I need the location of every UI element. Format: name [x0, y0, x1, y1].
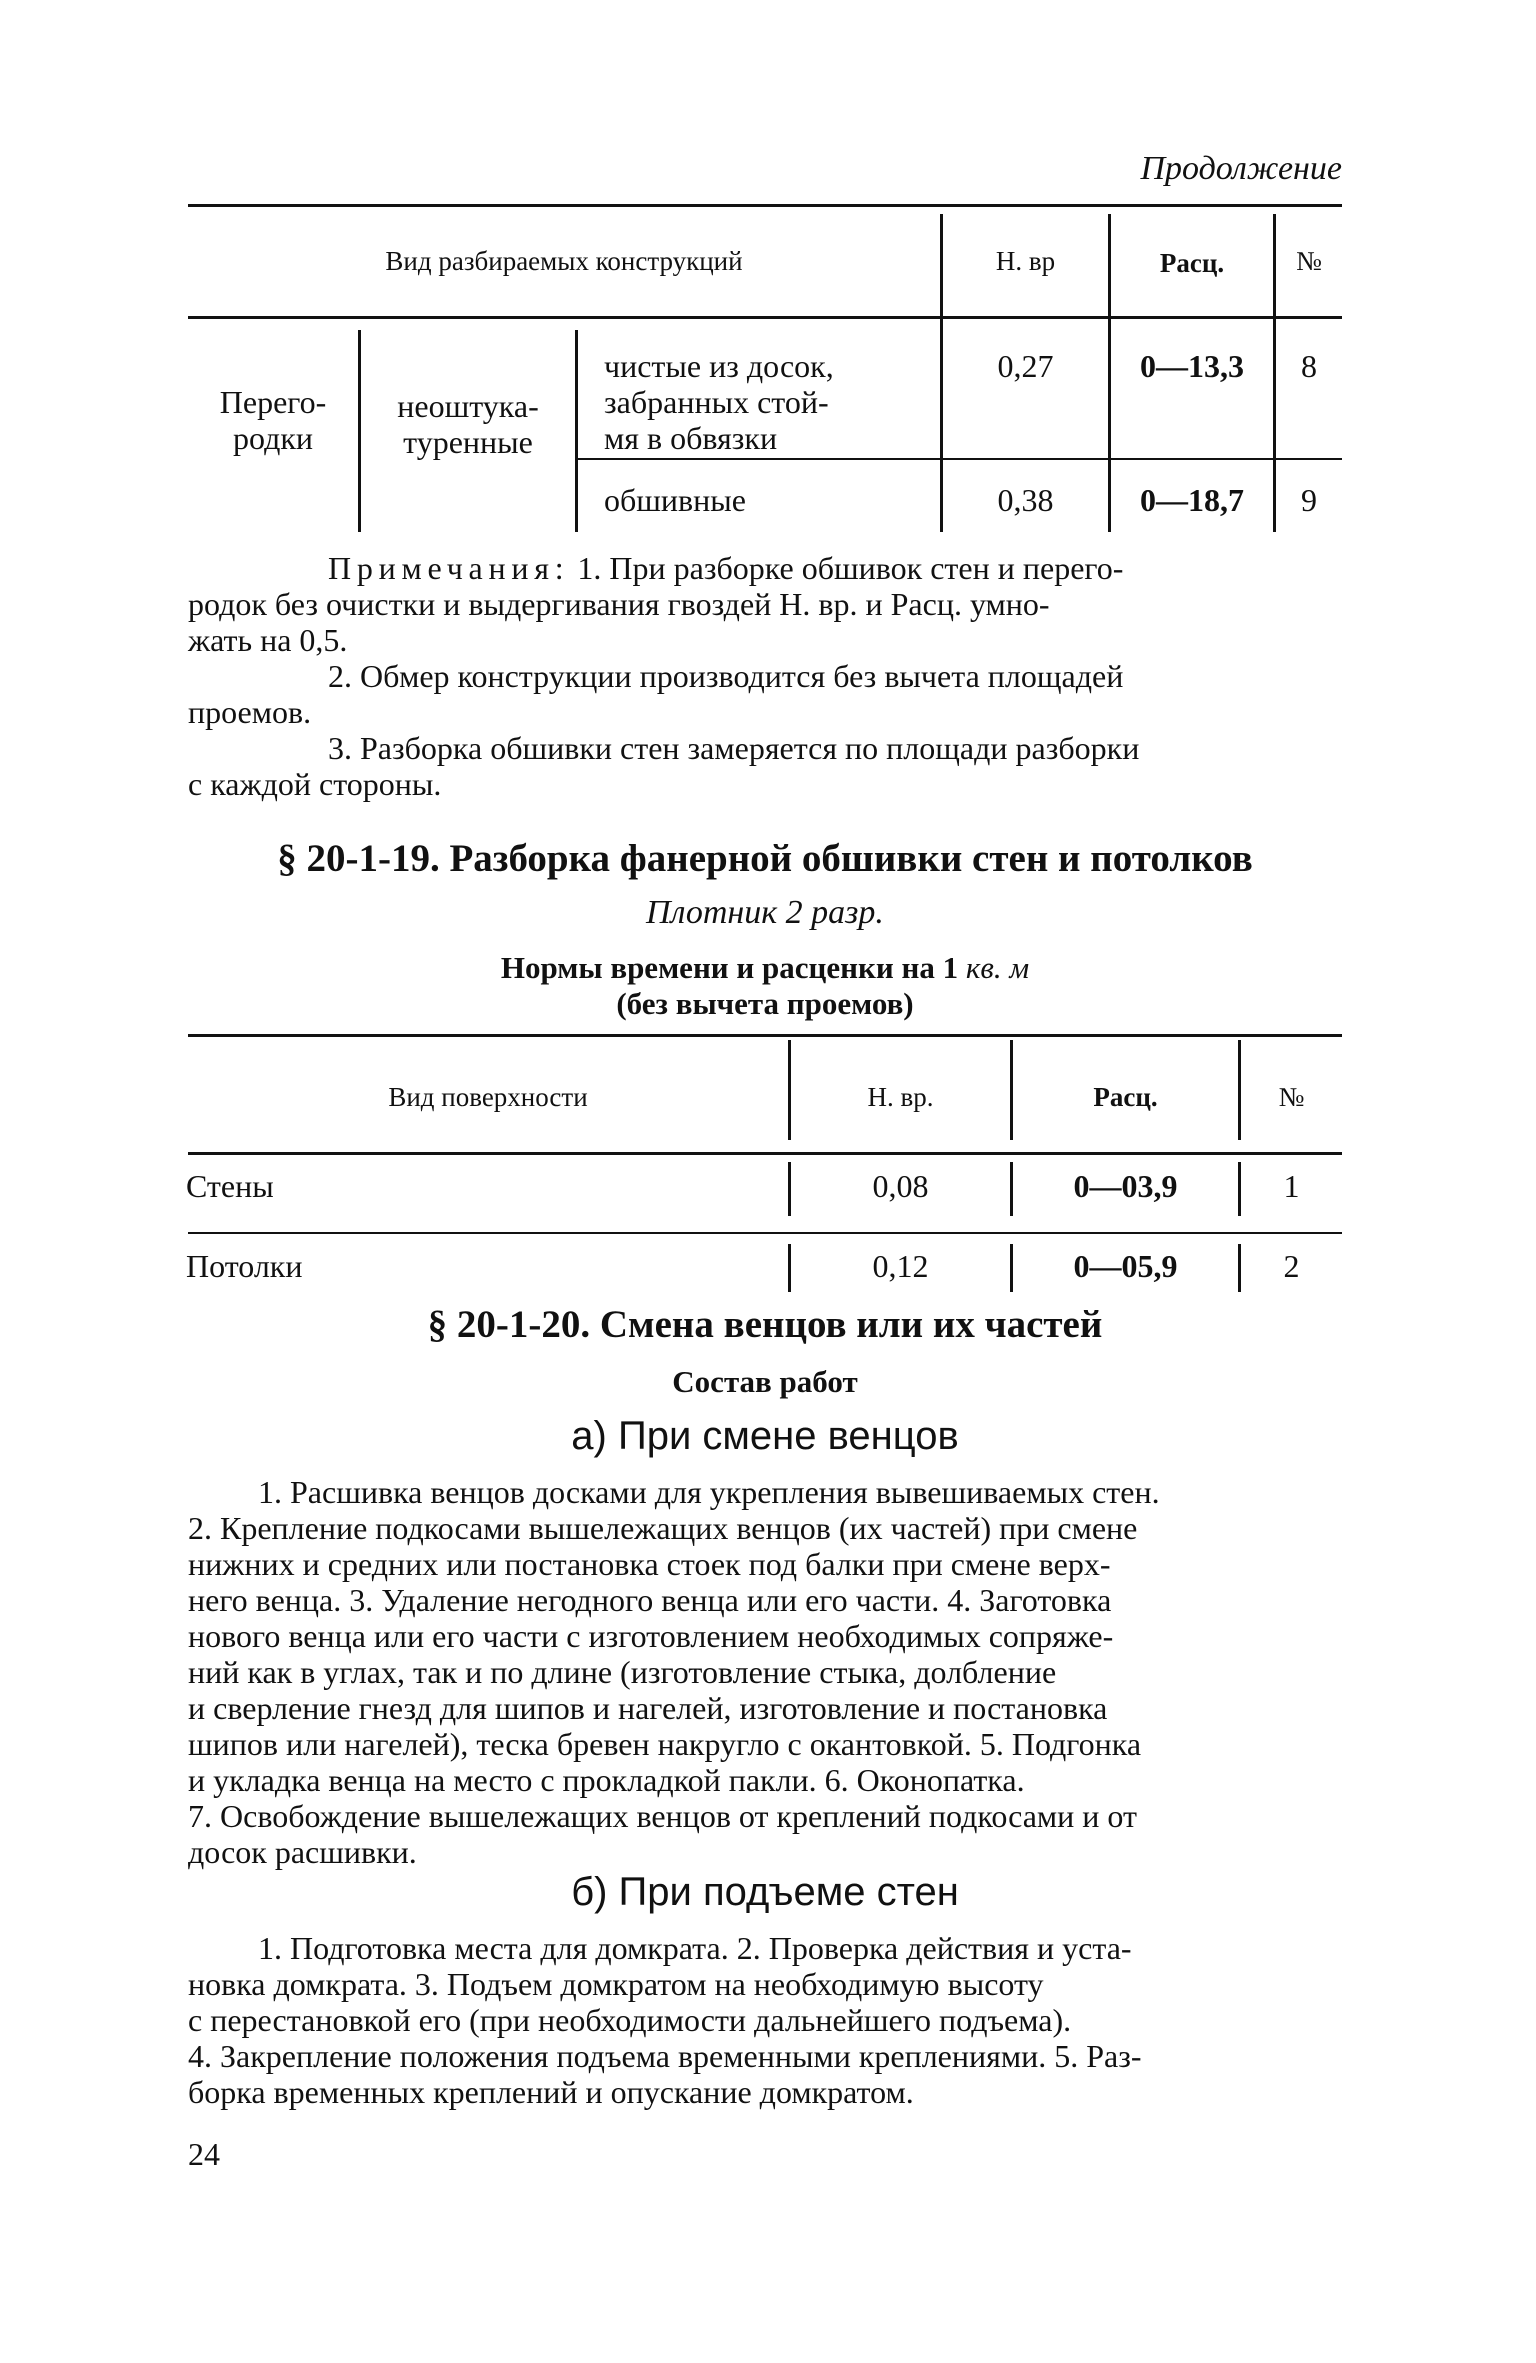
- row2-time-norm: 0,38: [997, 482, 1054, 518]
- note-2: 2. Обмер конструкции производится без вычета площадей: [328, 658, 1124, 694]
- subheading-a: а) При смене венцов: [571, 1414, 959, 1458]
- ceilings-number: 2: [1283, 1248, 1300, 1284]
- subgroup-unplastered: неоштука- туренные: [397, 388, 539, 460]
- row2-number: 9: [1301, 482, 1317, 518]
- notes: [188, 550, 1342, 802]
- table-row: Стены: [186, 1168, 274, 1204]
- table-row: обшивные: [604, 482, 746, 518]
- th-time-norm: Н. вр: [995, 246, 1056, 276]
- th-rate: Расц.: [1159, 248, 1225, 278]
- worker-grade: Плотник 2 разр.: [646, 894, 884, 931]
- ceilings-time-norm: 0,12: [872, 1248, 929, 1284]
- norms-heading: Нормы времени и расценки на 1 кв. м (без вычета проемов): [500, 950, 1030, 1021]
- note-1-line: жать на 0,5.: [188, 622, 348, 658]
- row1-time-norm: 0,27: [997, 348, 1054, 384]
- group-partitions: Перего- родки: [219, 384, 327, 456]
- walls-number: 1: [1283, 1168, 1300, 1204]
- section-20-title: § 20-1-20. Смена венцов или их частей: [427, 1303, 1103, 1346]
- notes-label: Примечания:: [328, 550, 570, 586]
- paragraph-b: 1. Подготовка места для домкрата. 2. Проверка действия и уста- новка домкрата. 3. Подъем домкратом на необходимую высоту с перестановкой его (при необходимости дальнейшего подъема). 4. Закрепление положения подъема временными креплениями. 5. Раз- борка временных креплений и опускание домкратом.: [188, 1930, 1142, 2110]
- note-1-line: родок без очистки и выдергивания гвоздей Н. вр. и Расц. умно-: [188, 586, 1050, 622]
- note-1: 1. При разборке обшивок стен и перего-: [577, 550, 1124, 586]
- walls-rate: 0—03,9: [1073, 1168, 1178, 1204]
- paragraph-a: 1. Расшивка венцов досками для укрепления вывешиваемых стен. 2. Крепление подкосами вышележащих венцов (их частей) при смене нижних и средних или постановка стоек под балки при смене верх- него венца. 3. Удаление негодного венца или его части. 4. Заготовка нового венца или его части с изготовлением необходимых сопряже- ний как в углах, так и по длине (изготовление стыка, долбление и сверление гнезд для шипов и нагелей, изготовление и постановка шипов или нагелей), теска бревен накругло с окантовкой. 5. Подгонка и укладка венца на место с прокладкой пакли. 6. Оконопатка. 7. Освобождение вышележащих венцов от креплений подкосами и от досок расшивки.: [188, 1474, 1160, 1870]
- subheading-b: б) При подъеме стен: [571, 1870, 959, 1914]
- composition-heading: Состав работ: [672, 1364, 858, 1399]
- page-number: 24: [188, 2136, 220, 2172]
- note-3-line: с каждой стороны.: [188, 766, 442, 802]
- walls-time-norm: 0,08: [872, 1168, 929, 1204]
- note-2-line: проемов.: [188, 694, 312, 730]
- ceilings-rate: 0—05,9: [1073, 1248, 1178, 1284]
- row1-number: 8: [1301, 348, 1317, 384]
- row1-rate: 0—13,3: [1140, 348, 1244, 384]
- table-row: чистые из досок, забранных стой- мя в обвязки: [604, 348, 834, 456]
- continuation-label: Продолжение: [1140, 150, 1342, 187]
- row2-rate: 0—18,7: [1140, 482, 1244, 518]
- th-number: №: [1296, 246, 1322, 276]
- th-number-2: №: [1278, 1082, 1305, 1112]
- table-row: Потолки: [186, 1248, 303, 1284]
- th-time-norm-2: Н. вр.: [867, 1082, 934, 1112]
- section-19-title: § 20-1-19. Разборка фанерной обшивки стен и потолков: [277, 837, 1253, 880]
- note-3: 3. Разборка обшивки стен замеряется по площади разборки: [328, 730, 1140, 766]
- th-construction-type: Вид разбираемых конструкций: [385, 246, 743, 276]
- th-surface-type: Вид поверхности: [388, 1082, 588, 1112]
- th-rate-2: Расц.: [1093, 1082, 1158, 1112]
